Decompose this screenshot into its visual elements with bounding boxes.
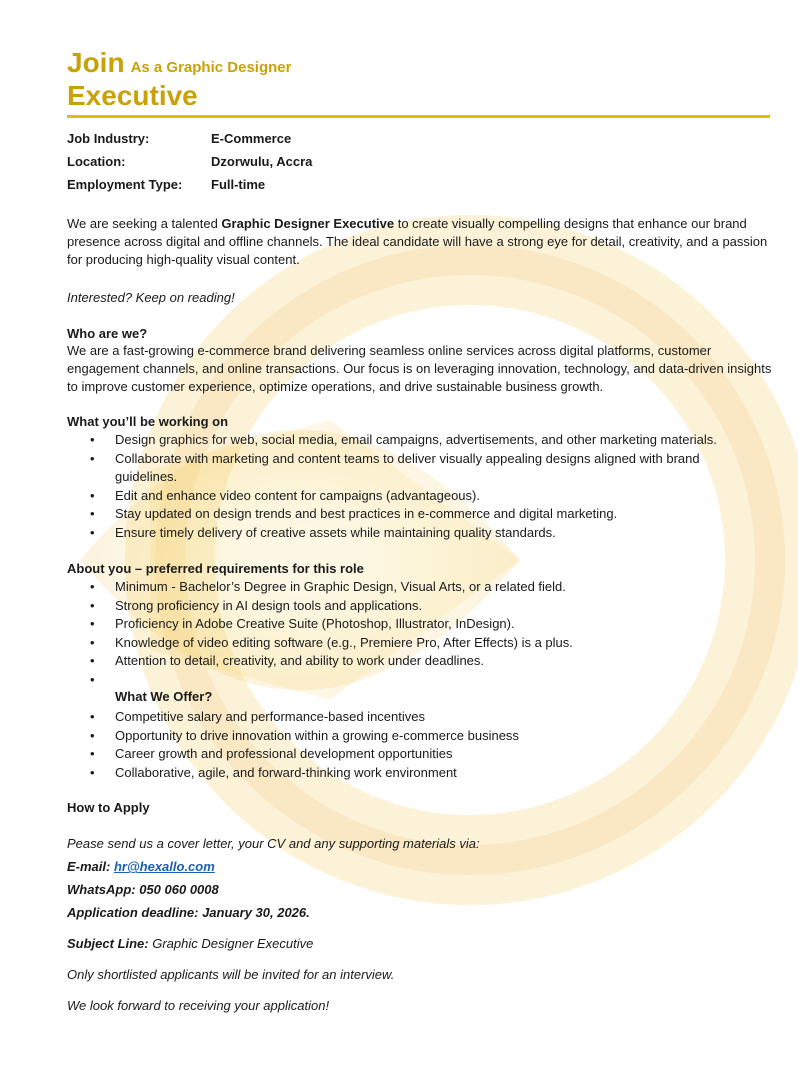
list-item: • Ensure timely delivery of creative assets while maintaining quality standards. <box>90 524 556 540</box>
list-item: • Opportunity to drive innovation within a growing e-commerce business <box>90 727 519 743</box>
list-item: • Proficiency in Adobe Creative Suite (Photoshop, Illustrator, InDesign). <box>90 616 515 631</box>
heading-row <box>67 47 291 79</box>
list-item: • Collaborative, agile, and forward-thinking work environment <box>90 764 457 780</box>
heading-join: Join <box>67 47 125 78</box>
deadline-line: Application deadline: January 30, 2026. <box>67 905 310 920</box>
working-list <box>67 431 747 542</box>
apply-heading: How to Apply <box>67 800 150 815</box>
interested-line: Interested? Keep on reading! <box>67 290 235 305</box>
whatsapp-line <box>67 881 779 899</box>
list-item: • Competitive salary and performance-based incentives <box>90 709 425 724</box>
intro-pre: We are seeking a talented <box>67 216 222 231</box>
working-heading: What you’ll be working on <box>67 414 229 429</box>
email-label: E-mail: <box>67 859 114 874</box>
who-body: We are a fast-growing e-commerce brand delivering seamless online services across digital platforms, customer engagement channels, and online transactions. Our focus is on leveraging innovation, technology, and data-driven insights to improve customer experience, optimize operations, and drive sustainable business growth. <box>67 343 772 394</box>
heading-subtitle: As a Graphic Designer <box>130 59 292 76</box>
subject-line <box>67 935 779 953</box>
subject-value: Graphic Designer Executive <box>148 936 314 951</box>
about-list <box>67 578 779 689</box>
email-link[interactable]: hr@hexallo.com <box>113 859 215 874</box>
who-heading: Who are we? <box>67 326 148 341</box>
list-item: • Minimum - Bachelor’s Degree in Graphic Design, Visual Arts, or a related field. <box>90 579 566 594</box>
title-divider <box>67 115 770 118</box>
list-item: • Knowledge of video editing software (e.g., Premiere Pro, After Effects) is a plus. <box>90 634 573 650</box>
intro-bold: Graphic Designer Executive <box>221 216 395 231</box>
list-item: • Stay updated on design trends and best practices in e-commerce and digital marketing. <box>90 506 618 521</box>
page-title: Executive <box>67 80 198 111</box>
meta-label: Employment Type: <box>67 177 183 192</box>
intro-paragraph <box>67 215 779 269</box>
closing-line: We look forward to receiving your application! <box>67 998 330 1013</box>
list-item: • Collaborate with marketing and content teams to deliver visually appealing designs aligned with brand guidelines. <box>90 450 700 484</box>
meta-row-location <box>67 154 312 177</box>
list-item: • Edit and enhance video content for campaigns (advantageous). <box>90 487 480 503</box>
meta-label: Location: <box>67 154 126 169</box>
meta-row-industry <box>67 131 312 154</box>
offer-heading: What We Offer? <box>115 689 213 704</box>
meta-value: E-Commerce <box>211 131 292 146</box>
offer-list <box>67 708 779 782</box>
meta-row-employment <box>67 177 312 200</box>
shortlist-note: Only shortlisted applicants will be invited for an interview. <box>67 967 395 982</box>
intro-post: to create visually compelling designs that enhance our brand presence across digital and offline channels. The ideal candidate will have a strong eye for detail, creativity, and a passion for producing high-quality visual content. <box>67 216 768 267</box>
meta-label: Job Industry: <box>67 131 150 146</box>
email-line <box>67 858 779 876</box>
subject-label: Subject Line: <box>67 936 149 951</box>
list-item: • Design graphics for web, social media, email campaigns, advertisements, and other marketing materials. <box>90 432 717 447</box>
meta-value: Full-time <box>211 177 266 192</box>
list-item: • <box>90 671 95 687</box>
whatsapp-number: 050 060 0008 <box>139 882 219 897</box>
apply-instruction: Pease send us a cover letter, your CV and any supporting materials via: <box>67 836 480 851</box>
about-heading: About you – preferred requirements for this role <box>67 561 364 576</box>
list-item: • Strong proficiency in AI design tools and applications. <box>90 597 423 613</box>
list-item: • Career growth and professional development opportunities <box>90 746 453 761</box>
meta-value: Dzorwulu, Accra <box>211 154 313 169</box>
job-meta <box>67 131 312 200</box>
whatsapp-label: WhatsApp: <box>67 882 140 897</box>
list-item: • Attention to detail, creativity, and ability to work under deadlines. <box>90 653 485 668</box>
